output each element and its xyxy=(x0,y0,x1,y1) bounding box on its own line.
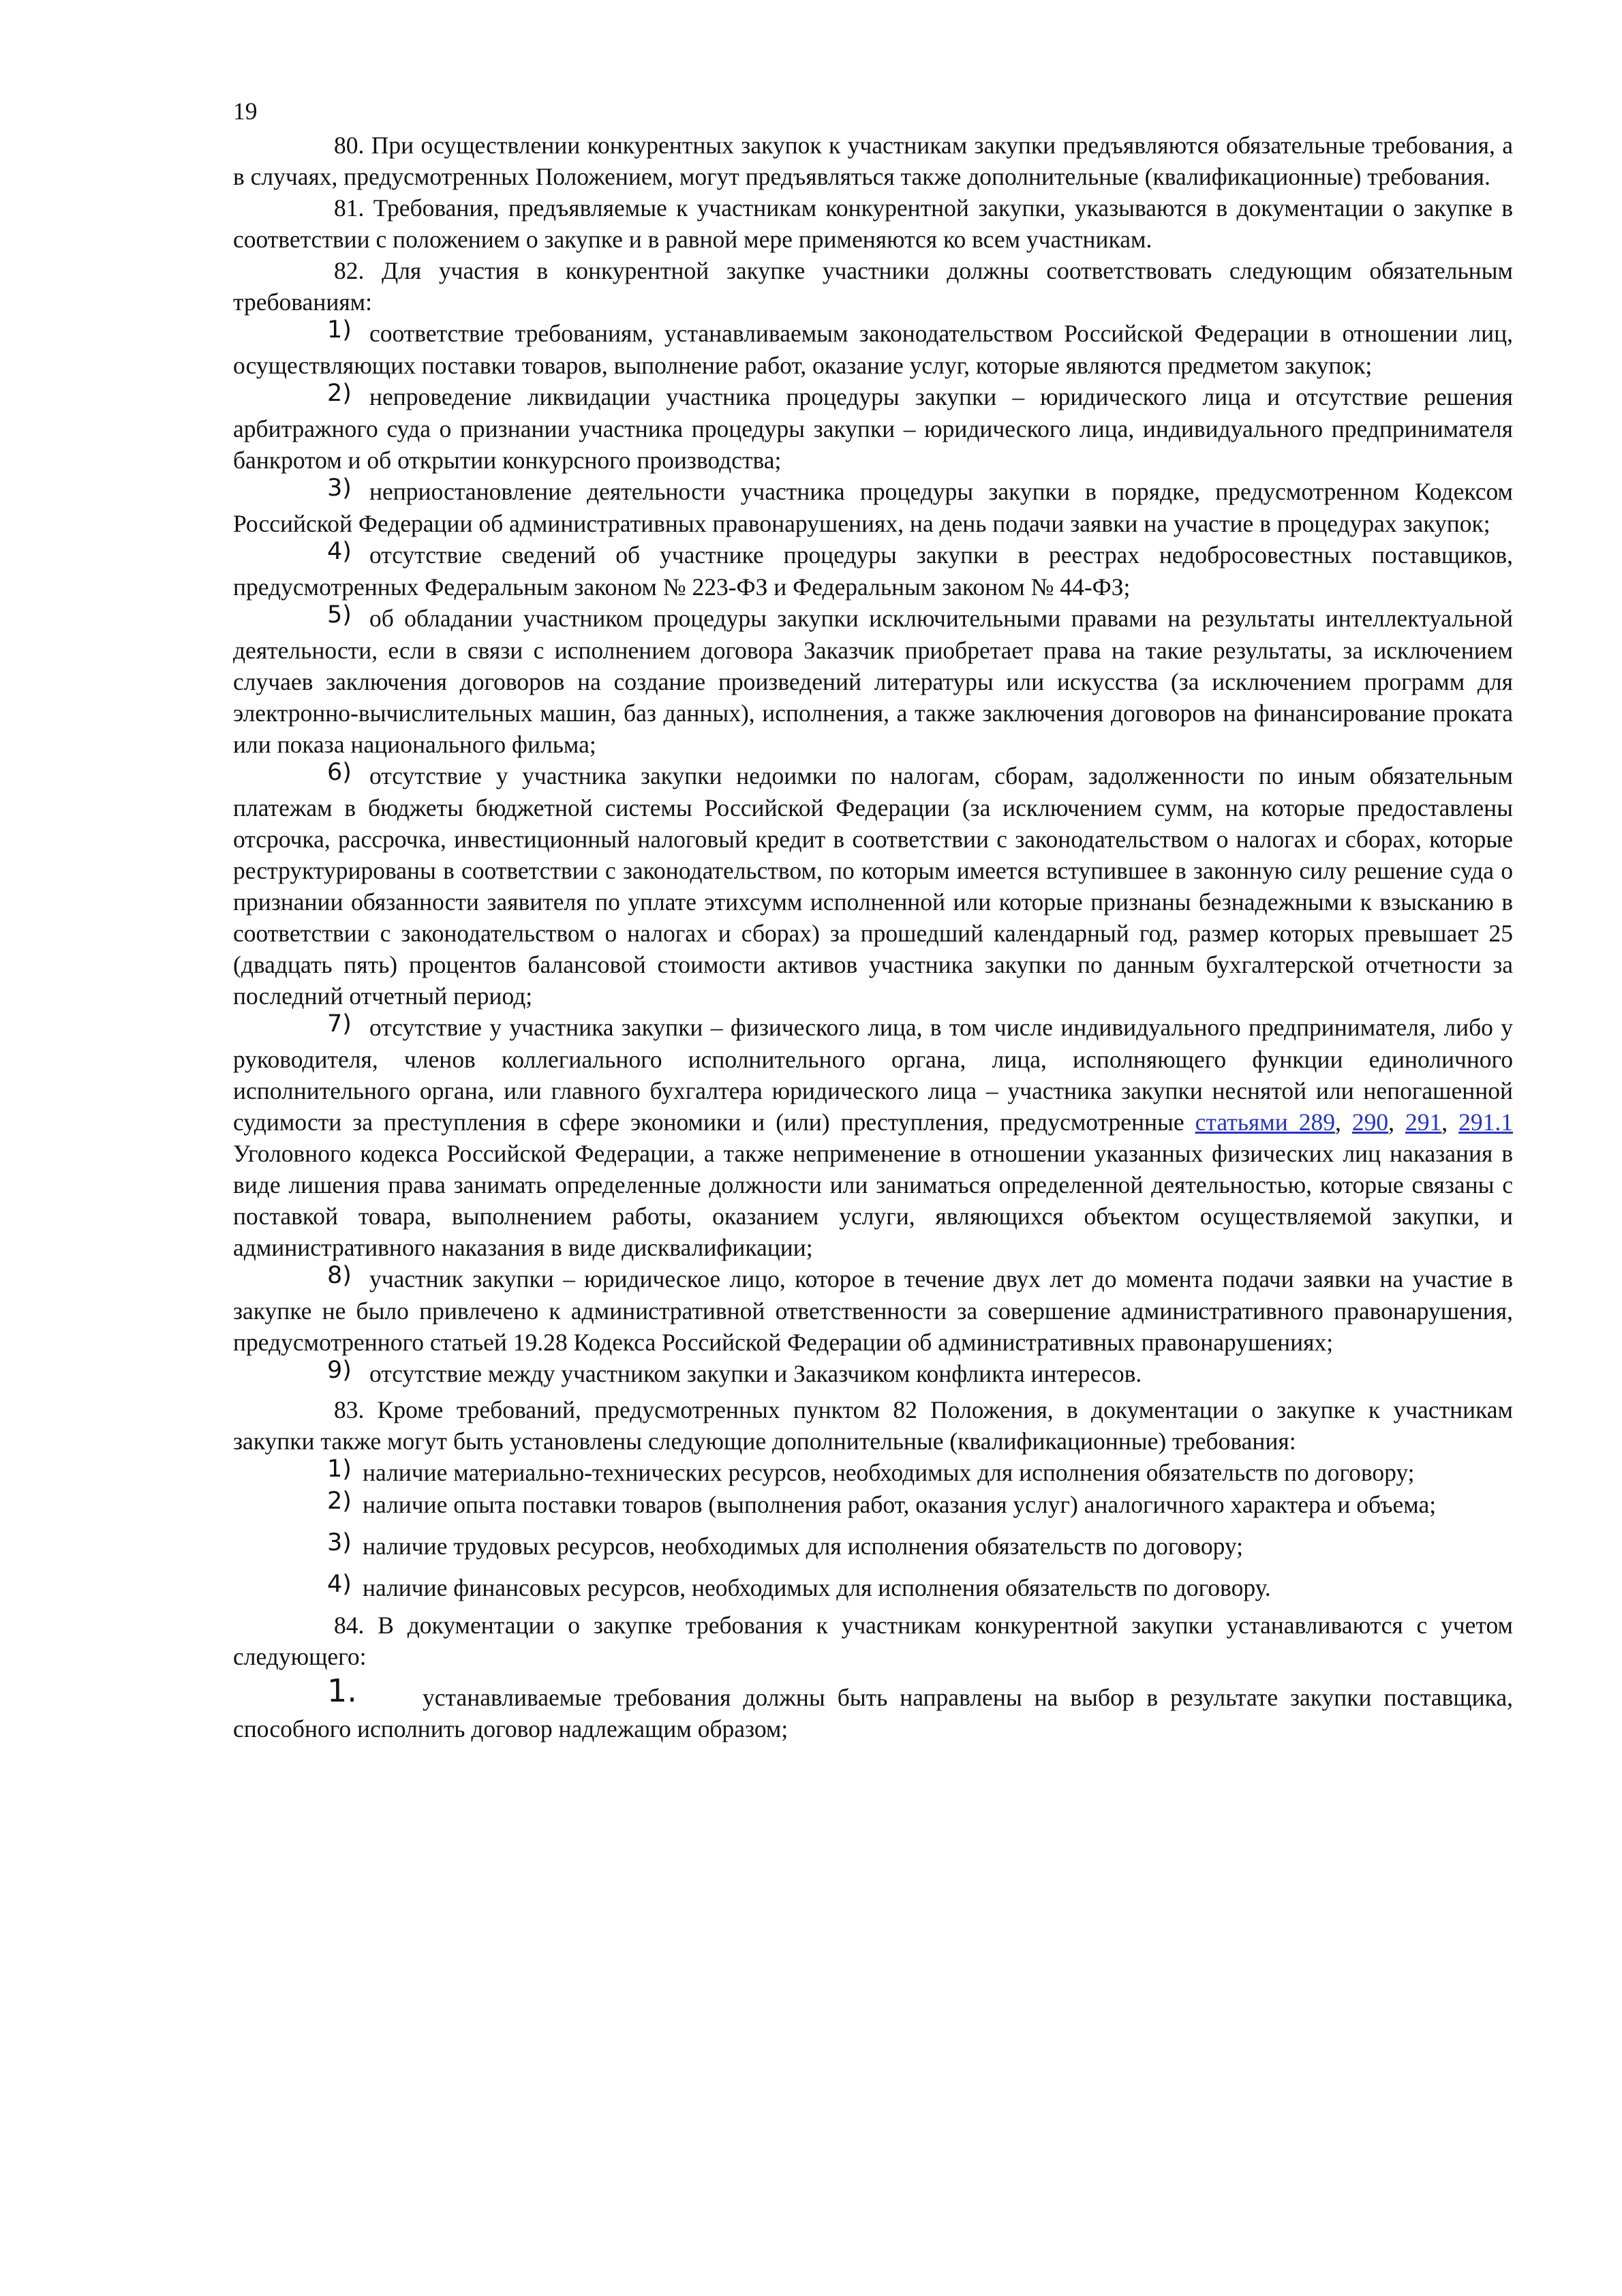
list-item xyxy=(233,476,1513,539)
clause-82: 82. Для участия в конкурентной закупке участники должны соответствовать следующим обязательным требованиям: xyxy=(233,257,1513,316)
list-item-text: соответствие требованиям, устанавливаемым законодательством Российской Федерации в отношении лиц, осуществляющих поставки товаров, выполнение работ, оказание услуг, которые являются предметом закупок; xyxy=(233,320,1513,379)
list-item-number: 5) xyxy=(327,601,352,629)
list-item xyxy=(233,381,1513,476)
clause-83: 83. Кроме требований, предусмотренных пунктом 82 Положения, в документации о закупке к участникам закупки также могут быть установлены следующие дополнительные (квалификационные) требования: xyxy=(233,1396,1513,1455)
list-item xyxy=(233,539,1513,603)
list-item-text: непроведение ликвидации участника процедуры закупки – юридического лица и отсутствие решения арбитражного суда о признании участника процедуры закупки – юридического лица, индивидуального предпринимателя банкротом и об открытии конкурсного производства; xyxy=(233,383,1513,474)
list-item-number: 3) xyxy=(327,474,352,502)
list-item-text: отсутствие между участником закупки и Заказчиком конфликта интересов. xyxy=(369,1360,1142,1387)
document-page xyxy=(233,95,1513,1744)
list-item-number: 4) xyxy=(327,1571,352,1598)
list-item-text: неприостановление деятельности участника процедуры закупки в порядке, предусмотренном Кодексом Российской Федерации об административных правонарушениях, на день подачи заявки на участие в процедурах закупок; xyxy=(233,478,1513,537)
clause-81: 81. Требования, предъявляемые к участникам конкурентной закупки, указываются в документации о закупке в соответствии с положением о закупке и в равной мере применяются ко всем участникам. xyxy=(233,194,1513,253)
list-item-text: наличие трудовых ресурсов, необходимых для исполнения обязательств по договору; xyxy=(363,1532,1244,1560)
list-item-number: 2) xyxy=(327,380,352,407)
list-item-number: 7) xyxy=(327,1010,352,1038)
mandatory-requirements-list xyxy=(233,318,1513,1390)
list-item-number: 8) xyxy=(327,1262,352,1289)
list-item-text: отсутствие у участника закупки недоимки по налогам, сборам, задолженности по иным обязательным платежам в бюджеты бюджетной системы Российской Федерации (за исключением сумм, на которые предоставлены отсрочка, рассрочка, инвестиционный налоговый кредит в соответствии с законодательством о налогах и сборах, которые реструктурированы в соответствии с законодательством, по которым имеется вступившее в законную силу решение суда о признании обязанности заявителя по уплате этихсумм исполненной или которые признаны безнадежными к взысканию в соответствии с законодательством о налогах и сборах) за прошедший календарный год, размер которых превышает 25 (двадцать пять) процентов балансовой стоимости активов участника закупки по данным бухгалтерской отчетности за последний отчетный период; xyxy=(233,762,1513,1010)
list-item-number: 6) xyxy=(327,759,352,786)
list-item xyxy=(233,1457,1513,1489)
list-item-text: Уголовного кодекса Российской Федерации, а также неприменение в отношении указанных физических лиц наказания в виде лишения права занимать определенные должности или заниматься определенной деятельностью, которые связаны с поставкой товара, выполнением работы, оказанием услуги, являющихся объектом осуществляемой закупки, и административного наказания в виде дисквалификации; xyxy=(233,1140,1513,1261)
list-item xyxy=(233,1530,1513,1562)
link-article-291[interactable]: 291 xyxy=(1405,1108,1442,1136)
list-item-number: 4) xyxy=(327,538,352,565)
link-article-291-1[interactable]: 291.1 xyxy=(1458,1108,1514,1136)
page-number: 19 xyxy=(233,97,258,125)
list-item xyxy=(233,760,1513,1012)
list-item-number: 1) xyxy=(327,316,352,344)
link-separator: , xyxy=(1441,1108,1459,1136)
link-separator: , xyxy=(1388,1108,1405,1136)
link-article-290[interactable]: 290 xyxy=(1351,1108,1389,1136)
link-article-289[interactable]: статьями 289 xyxy=(1195,1108,1335,1136)
list-item-text: наличие финансовых ресурсов, необходимых для исполнения обязательств по договору. xyxy=(363,1574,1271,1601)
list-item-text: наличие опыта поставки товаров (выполнения работ, оказания услуг) аналогичного характера и объема; xyxy=(363,1491,1437,1518)
list-item-text: об обладании участником процедуры закупки исключительными правами на результаты интеллектуальной деятельности, если в связи с исполнением договора Заказчик приобретает права на такие результаты, за исключением случаев заключения договоров на создание произведений литературы или искусства (за исключением программ для электронно-вычислительных машин, баз данных), исполнения, а также заключения договоров на финансирование проката или показа национального фильма; xyxy=(233,605,1513,758)
list-item xyxy=(233,1572,1513,1604)
clause-80: 80. При осуществлении конкурентных закупок к участникам закупки предъявляются обязательные требования, а в случаях, предусмотренных Положением, могут предъявляться также дополнительные (квалификационные) требования. xyxy=(233,132,1513,190)
clause-84: 84. В документации о закупке требования к участникам конкурентной закупки устанавливаются с учетом следующего: xyxy=(233,1612,1513,1670)
list-item-text: участник закупки – юридическое лицо, которое в течение двух лет до момента подачи заявки на участие в закупке не было привлечено к административной ответственности за совершение административного правонарушения, предусмотренного статьей 19.28 Кодекса Российской Федерации об административных правонарушениях; xyxy=(233,1265,1513,1356)
list-item xyxy=(233,1489,1513,1521)
list-item-number: 1. xyxy=(327,1672,357,1709)
list-item-number: 9) xyxy=(327,1357,352,1384)
list-item-text: устанавливаемые требования должны быть направлены на выбор в результате закупки поставщика, способного исполнить договор надлежащим образом; xyxy=(233,1684,1513,1742)
list-item-number: 3) xyxy=(327,1529,352,1556)
list-item-text: отсутствие у участника закупки – физического лица, в том числе индивидуального предпринимателя, либо у руководителя, членов коллегиального исполнительного органа, лица, исполняющего функции единоличного исполнительного органа, или главного бухгалтера юридического лица – участника закупки неснятой или непогашенной судимости за преступления в сфере экономики и (или) преступления, предусмотренные xyxy=(233,1014,1513,1136)
list-item-text: отсутствие сведений об участнике процедуры закупки в реестрах недобросовестных поставщиков, предусмотренных Федеральным законом № 223-ФЗ и Федеральным законом № 44-ФЗ; xyxy=(233,541,1513,601)
list-item xyxy=(233,318,1513,381)
list-item xyxy=(233,1263,1513,1358)
list-item xyxy=(233,1358,1513,1390)
list-item-text: наличие материально-технических ресурсов, необходимых для исполнения обязательств по договору; xyxy=(363,1459,1415,1486)
list-item-number: 1) xyxy=(327,1455,352,1483)
additional-requirements-list xyxy=(233,1457,1513,1604)
list-item-number: 2) xyxy=(327,1487,352,1515)
list-item xyxy=(233,603,1513,760)
list-item xyxy=(233,1012,1513,1263)
link-separator: , xyxy=(1334,1108,1352,1136)
list-item xyxy=(233,1672,1513,1744)
